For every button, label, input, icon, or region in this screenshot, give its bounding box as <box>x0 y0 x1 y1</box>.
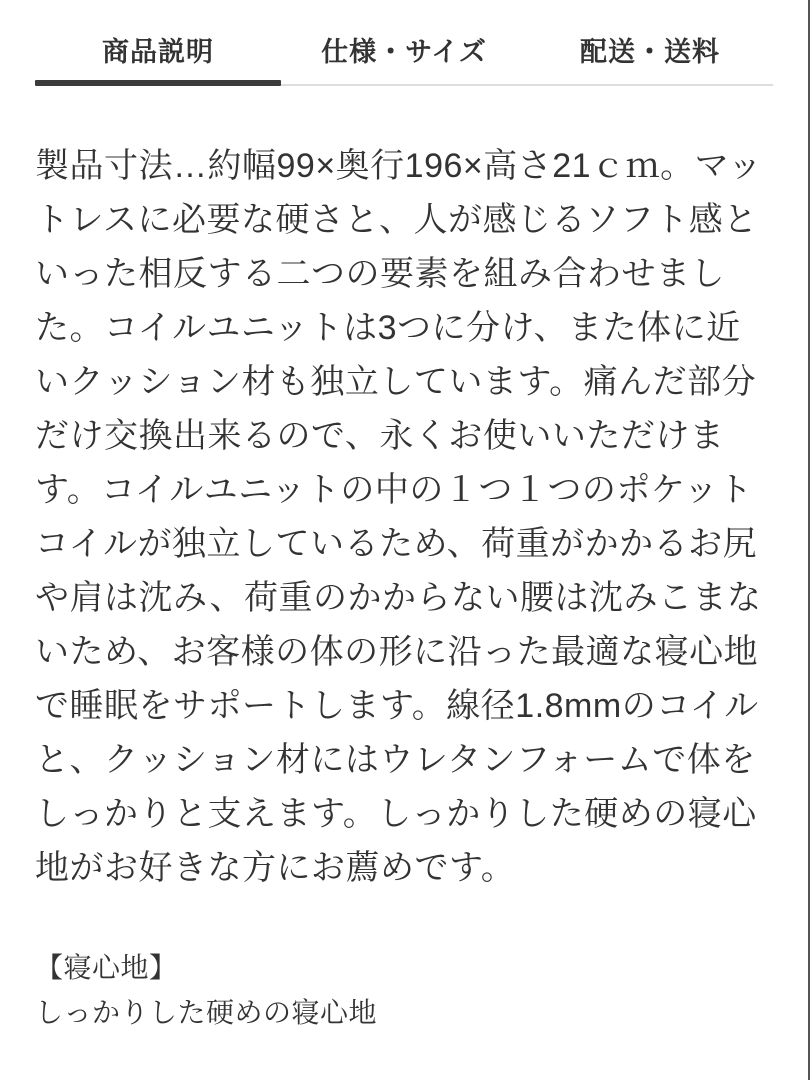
tab-shipping-fee-label: 配送・送料 <box>580 37 720 67</box>
sleep-feel-heading: 【寝心地】 <box>35 952 178 983</box>
product-description-paragraph: 製品寸法…約幅99×奥行196×高さ21ｃｍ。マットレスに必要な硬さと、人が感じるソフト感といった相反する二つの要素を組み合わせました。コイルユニットは3つに分け、また体に近いクッション材も独立しています。痛んだ部分だけ交換出来るので、永くお使いいただけます。コイルユニットの中の１つ１つのポケットコイルが独立しているため、荷重がかかるお尻や肩は沈み、荷重のかからない腰は沈みこまないため、お客様の体の形に沿った最適な寝心地で睡眠をサポートします。線径1.8mmのコイルと、クッション材にはウレタンフォームで体をしっかりと支えます。しっかりした硬めの寝心地がお好きな方にお薦めです。 <box>35 147 763 887</box>
tab-product-description[interactable] <box>35 30 281 86</box>
tab-product-description-label: 商品説明 <box>102 37 214 67</box>
tab-spec-size[interactable] <box>281 30 527 86</box>
sleep-feel-section <box>35 945 773 1035</box>
tab-spec-size-label: 仕様・サイズ <box>321 37 487 67</box>
product-description-pane <box>35 139 773 1035</box>
inactive-tab-underline <box>281 84 527 86</box>
sleep-feel-body: しっかりした硬めの寝心地 <box>35 997 378 1028</box>
inactive-tab-underline <box>527 84 773 86</box>
tab-shipping-fee[interactable] <box>527 30 773 86</box>
tab-bar <box>35 0 773 86</box>
active-tab-underline <box>35 80 281 86</box>
